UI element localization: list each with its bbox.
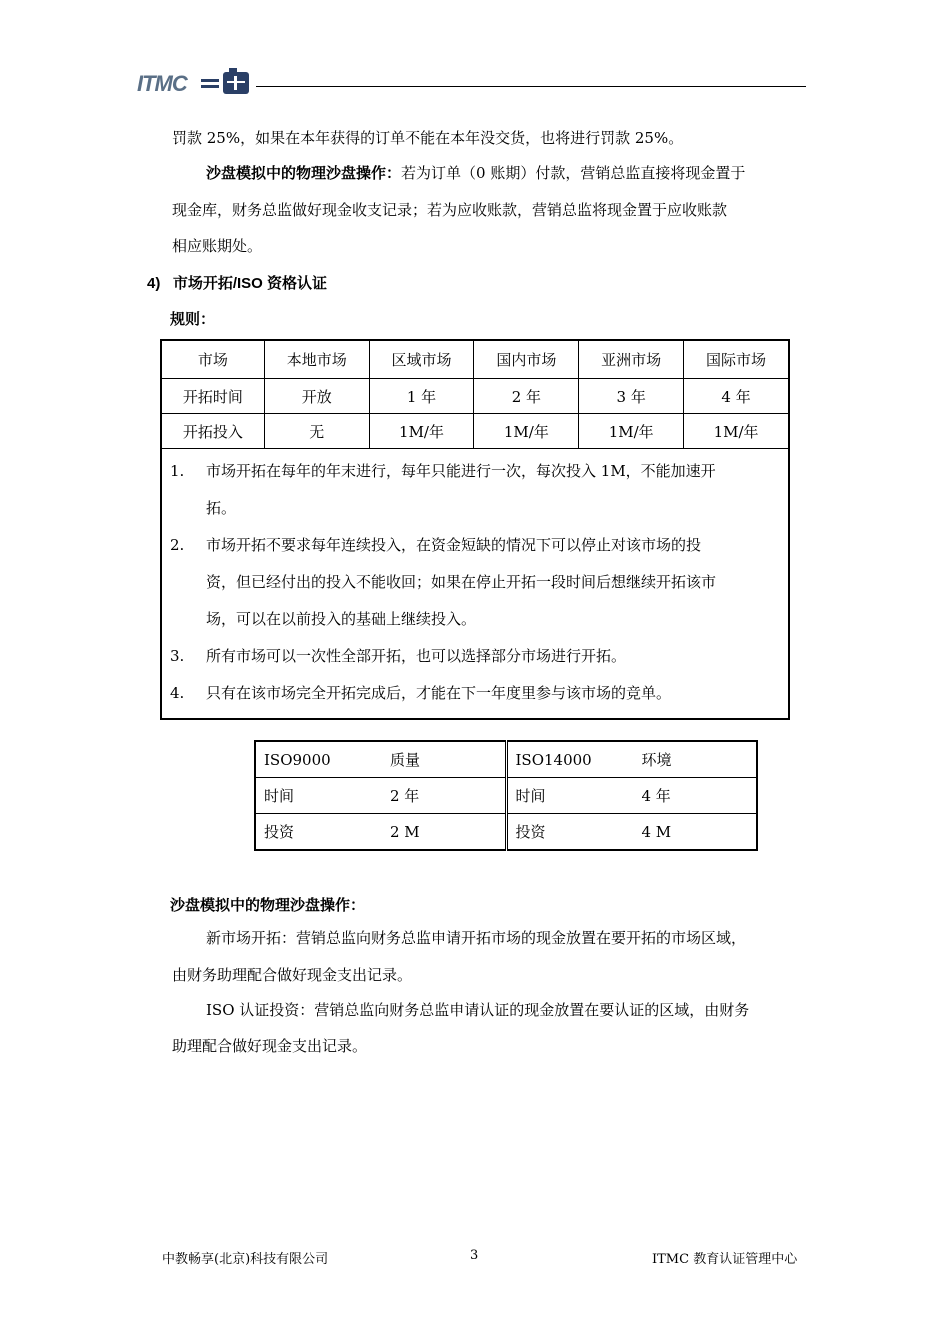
rule-line: 拓。	[206, 499, 237, 517]
section-heading: 4) 市场开拓/ISO 资格认证	[147, 275, 328, 292]
rule-number: 3.	[170, 647, 185, 665]
header-cell: 区域市场	[369, 340, 474, 379]
paragraph-penalty: 罚款 25%，如果在本年获得的订单不能在本年没交货，也将进行罚款 25%。	[172, 129, 684, 147]
rule-item	[170, 638, 788, 675]
rule-text	[206, 675, 784, 712]
market-table	[160, 339, 790, 720]
ops-label: 沙盘模拟中的物理沙盘操作：	[206, 164, 402, 182]
iso-time: 2 年	[390, 787, 420, 805]
rule-text	[206, 638, 784, 675]
iso-cell	[506, 814, 757, 851]
ops-text-1: 若为订单（0 账期）付款，营销总监直接将现金置于	[401, 164, 746, 182]
table-cell: 开放	[264, 379, 369, 414]
iso-cell	[506, 778, 757, 814]
iso-invest-label: 投资	[264, 823, 295, 841]
header-cell: 国际市场	[684, 340, 789, 379]
iso-type: 质量	[390, 751, 421, 769]
ops-paragraph-1-line2: 由财务助理配合做好现金支出记录。	[172, 966, 413, 984]
rule-text	[206, 527, 784, 638]
table-cell: 开拓时间	[161, 379, 264, 414]
iso-time-label: 时间	[264, 787, 295, 805]
table-cell: 开拓投入	[161, 414, 264, 449]
iso-time: 4 年	[641, 787, 671, 805]
rule-line: 资，但已经付出的投入不能收回；如果在停止开拓一段时间后想继续开拓该市	[206, 573, 717, 591]
rule-item	[170, 527, 788, 638]
table-cell: 1 年	[369, 379, 474, 414]
rules-row	[161, 449, 789, 720]
rule-item	[170, 453, 788, 527]
iso-row	[255, 778, 757, 814]
rules-cell	[161, 449, 789, 720]
rule-line: 只有在该市场完全开拓完成后，才能在下一年度里参与该市场的竞单。	[206, 684, 672, 702]
iso-name: ISO14000	[515, 751, 592, 769]
rule-number: 4.	[170, 684, 185, 702]
ops-paragraph-2-line1: ISO 认证投资：营销总监向财务总监申请认证的现金放置在要认证的区域，由财务	[206, 1001, 750, 1019]
paragraph-ops-line2: 现金库，财务总监做好现金收支记录；若为应收账款，营销总监将现金置于应收账款	[172, 201, 728, 219]
header-cell: 国内市场	[474, 340, 579, 379]
rule-number: 1.	[170, 462, 185, 480]
svg-text:ITMC: ITMC	[137, 71, 187, 96]
rule-line: 场，可以在以前投入的基础上继续投入。	[206, 610, 477, 628]
iso-cell	[255, 814, 506, 851]
rule-line: 市场开拓在每年的年末进行，每年只能进行一次，每次投入 1M，不能加速开	[206, 462, 716, 480]
rule-line: 市场开拓不要求每年连续投入，在资金短缺的情况下可以停止对该市场的投	[206, 536, 702, 554]
header-cell: 亚洲市场	[579, 340, 684, 379]
iso-table	[254, 740, 758, 851]
table-cell: 1M/年	[684, 414, 789, 449]
table-cell: 2 年	[474, 379, 579, 414]
footer-center: ITMC 教育认证管理中心	[652, 1252, 798, 1267]
footer-company: 中教畅享(北京)科技有限公司	[162, 1252, 329, 1267]
iso-type: 环境	[641, 751, 672, 769]
table-cell: 1M/年	[369, 414, 474, 449]
rule-number: 2.	[170, 536, 185, 554]
iso-row	[255, 814, 757, 851]
iso-invest: 2 M	[390, 823, 420, 841]
itmc-logo	[137, 66, 257, 98]
iso-invest-label: 投资	[515, 823, 546, 841]
iso-name: ISO9000	[264, 751, 331, 769]
iso-cell	[506, 741, 757, 778]
table-row	[161, 379, 789, 414]
iso-invest: 4 M	[641, 823, 672, 841]
table-cell: 1M/年	[579, 414, 684, 449]
header-cell: 本地市场	[264, 340, 369, 379]
table-cell: 1M/年	[474, 414, 579, 449]
header-cell: 市场	[161, 340, 264, 379]
paragraph-ops-line3: 相应账期处。	[172, 237, 263, 255]
rule-line: 所有市场可以一次性全部开拓，也可以选择部分市场进行开拓。	[206, 647, 627, 665]
table-header-row	[161, 340, 789, 379]
iso-header-row	[255, 741, 757, 778]
table-row	[161, 414, 789, 449]
iso-cell	[255, 741, 506, 778]
footer-page-number: 3	[470, 1248, 479, 1263]
paragraph-ops-line1	[206, 163, 745, 183]
header-rule	[256, 86, 806, 87]
rule-text	[206, 453, 784, 527]
ops-paragraph-1-line1: 新市场开拓：营销总监向财务总监申请开拓市场的现金放置在要开拓的市场区域，	[206, 929, 747, 947]
iso-time-label: 时间	[515, 787, 546, 805]
iso-cell	[255, 778, 506, 814]
rule-item	[170, 675, 788, 712]
ops-paragraph-2-line2: 助理配合做好现金支出记录。	[172, 1037, 368, 1055]
rules-label: 规则：	[170, 311, 216, 328]
table-cell: 无	[264, 414, 369, 449]
table-cell: 4 年	[684, 379, 789, 414]
table-cell: 3 年	[579, 379, 684, 414]
ops-heading: 沙盘模拟中的物理沙盘操作：	[170, 897, 366, 914]
